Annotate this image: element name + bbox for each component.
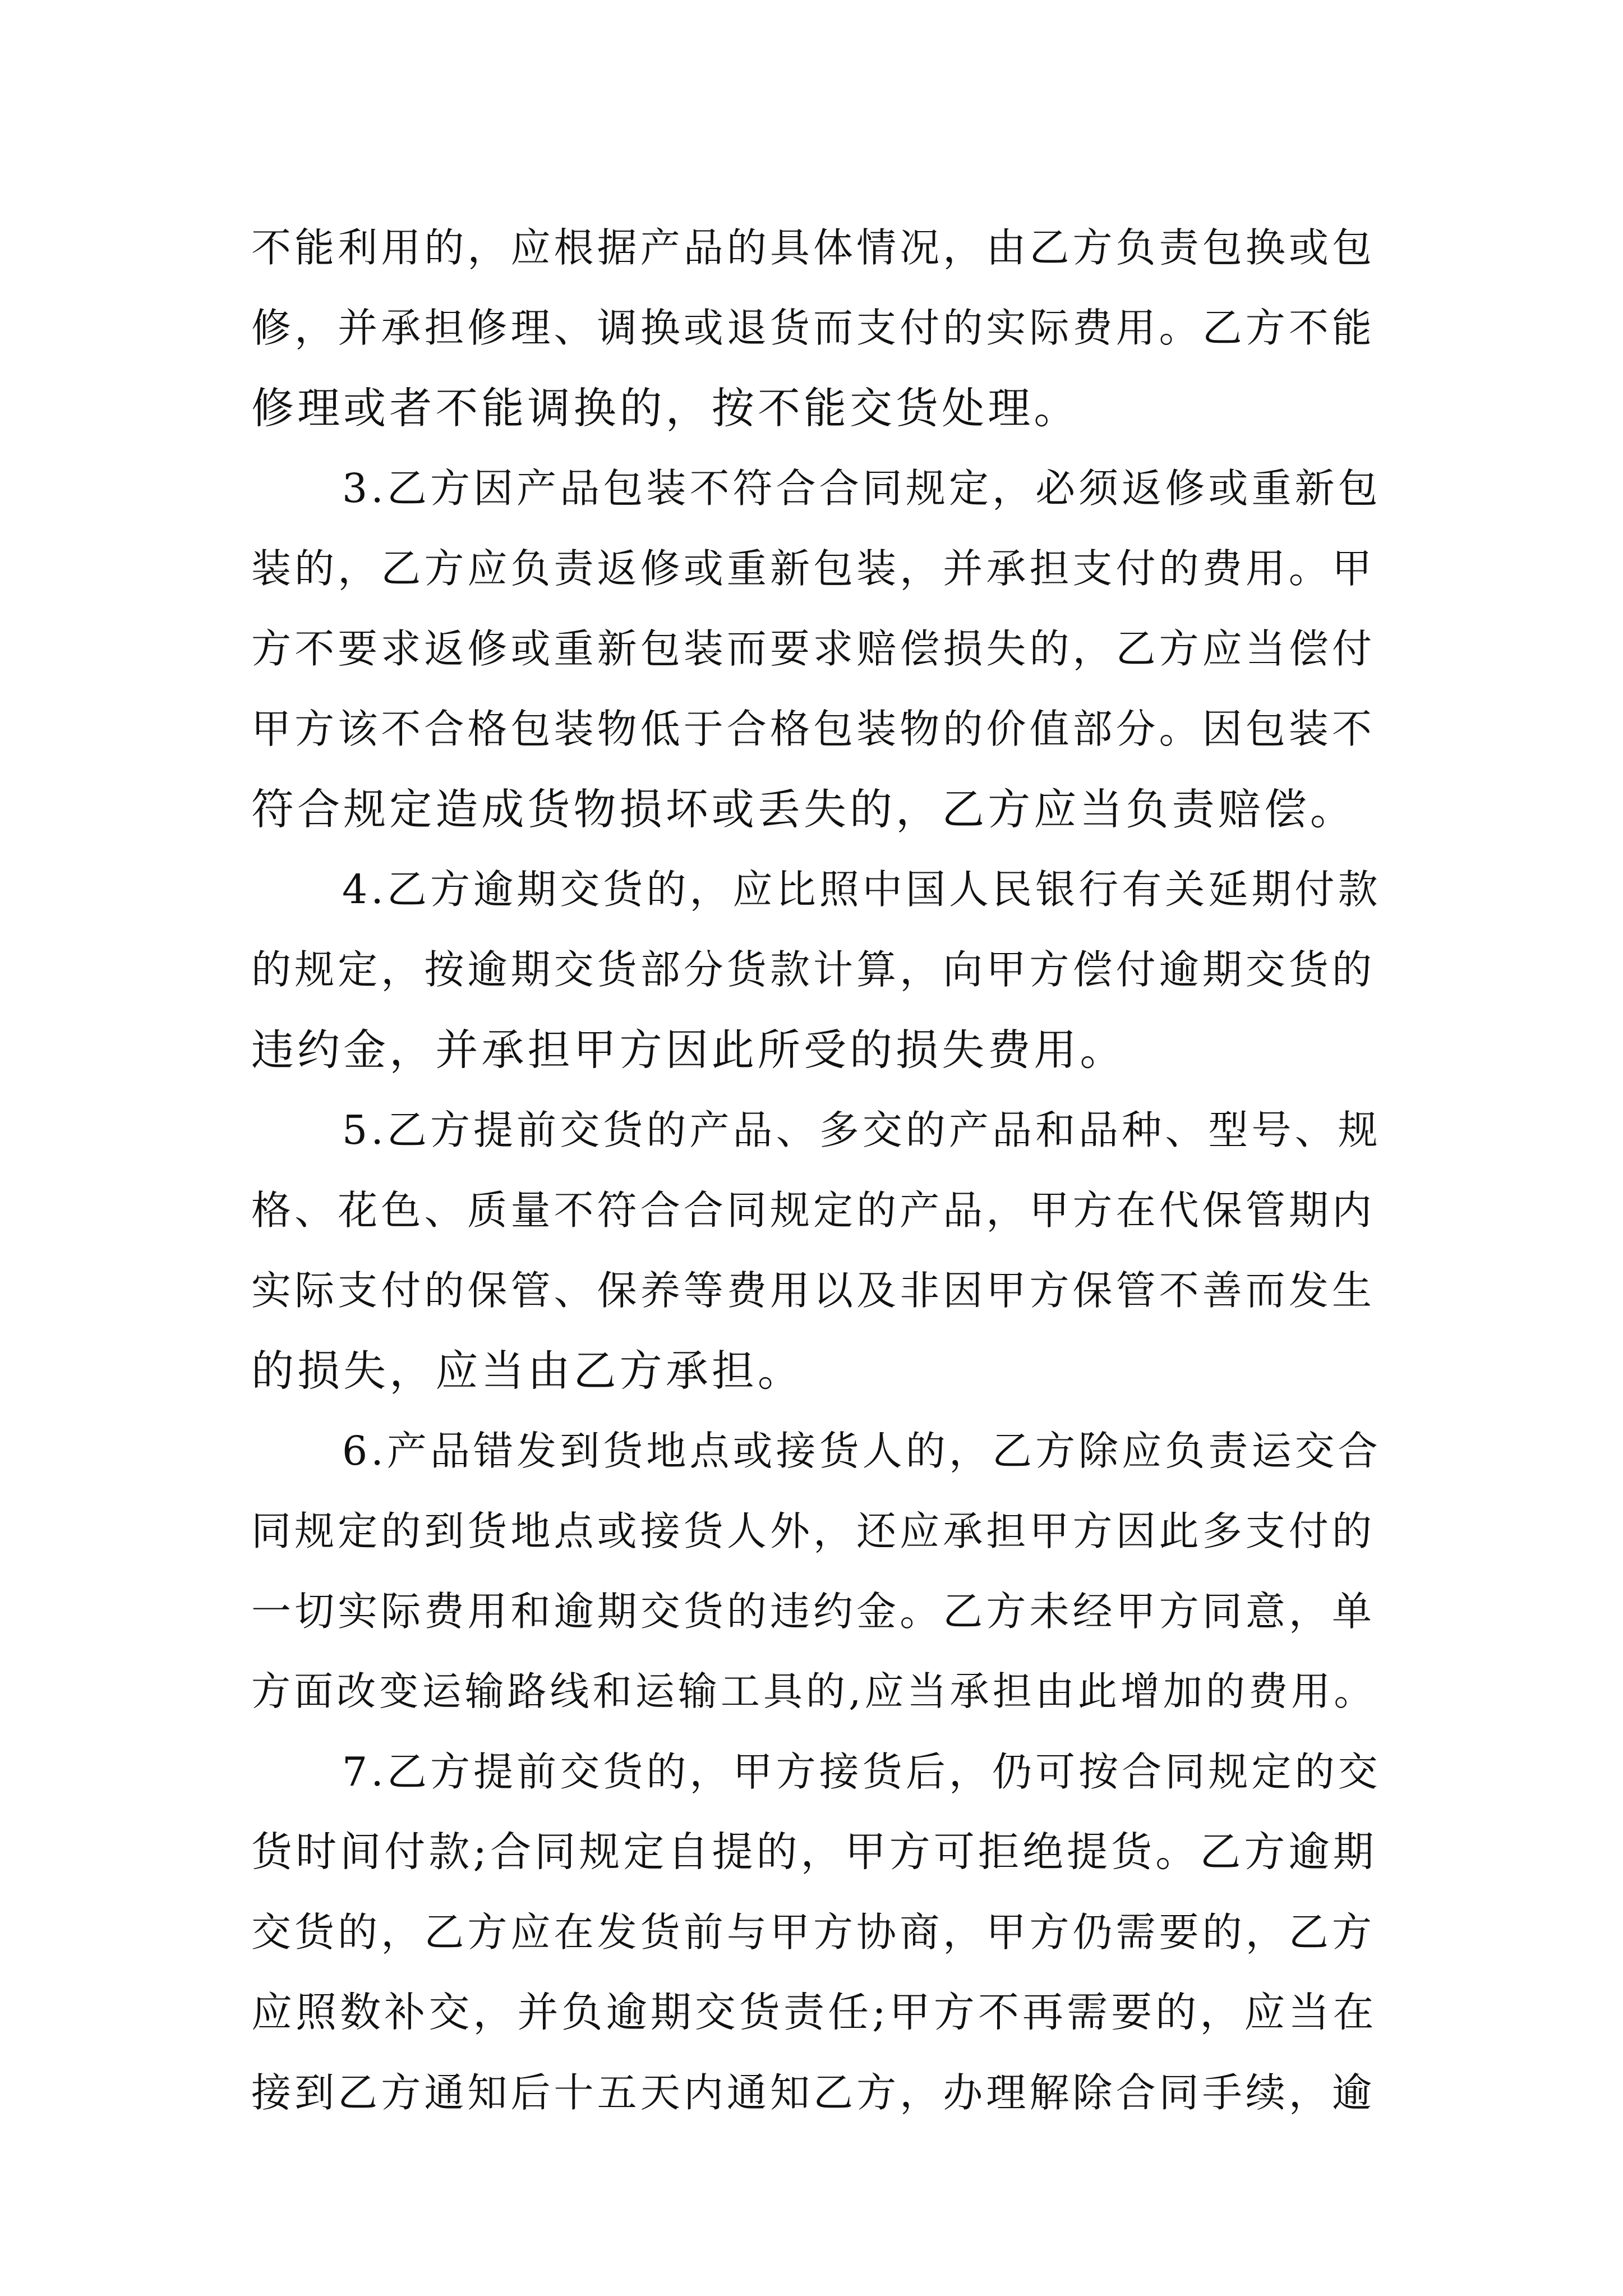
text-line: 修理或者不能调换的，按不能交货处理。 [251,383,1080,433]
text-line: 实际支付的保管、保养等费用以及非因甲方保管不善而发生 [251,1267,1376,1314]
document-body [251,208,1384,2133]
text-line: 装的，乙方应负责返修或重新包装，并承担支付的费用。甲 [251,545,1376,592]
text-line: 应照数补交，并负逾期交货责任;甲方不再需要的，应当在 [251,1989,1377,2036]
text-line: 甲方该不合格包装物低于合格包装物的价值部分。因包装不 [251,706,1376,752]
paragraph-first-line: 3.乙方因产品包装不符合合同规定，必须返修或重新包 [342,465,1381,512]
text-line: 不能利用的，应根据产品的具体情况，由乙方负责包换或包 [251,224,1376,271]
text-line: 货时间付款;合同规定自提的，甲方可拒绝提货。乙方逾期 [251,1828,1377,1876]
text-line: 的规定，按逾期交货部分货款计算，向甲方偿付逾期交货的 [251,946,1376,993]
paragraph-first-line: 5.乙方提前交货的产品、多交的产品和品种、型号、规 [342,1107,1381,1153]
paragraph-first-line: 4.乙方逾期交货的，应比照中国人民银行有关延期付款 [342,866,1381,913]
text-line: 格、花色、质量不符合合同规定的产品，甲方在代保管期内 [251,1187,1376,1234]
text-line: 方不要求返修或重新包装而要求赔偿损失的，乙方应当偿付 [251,625,1376,672]
paragraph-first-line: 7.乙方提前交货的，甲方接货后，仍可按合同规定的交 [342,1749,1381,1795]
paragraph-first-line: 6.产品错发到货地点或接货人的，乙方除应负责运交合 [342,1428,1381,1474]
text-line: 同规定的到货地点或接货人外，还应承担甲方因此多支付的 [251,1508,1376,1554]
text-line: 修，并承担修理、调换或退货而支付的实际费用。乙方不能 [251,305,1376,351]
text-line: 方面改变运输路线和运输工具的,应当承担由此增加的费用。 [251,1668,1377,1714]
text-line: 一切实际费用和逾期交货的违约金。乙方未经甲方同意，单 [251,1588,1376,1635]
text-line: 符合规定造成货物损坏或丢失的，乙方应当负责赔偿。 [251,784,1356,834]
text-line: 违约金，并承担甲方因此所受的损失费用。 [251,1025,1126,1075]
text-line: 的损失，应当由乙方承担。 [251,1346,804,1396]
text-line: 交货的，乙方应在发货前与甲方协商，甲方仍需要的，乙方 [251,1909,1376,1955]
text-line: 接到乙方通知后十五天内通知乙方，办理解除合同手续，逾 [251,2069,1376,2116]
